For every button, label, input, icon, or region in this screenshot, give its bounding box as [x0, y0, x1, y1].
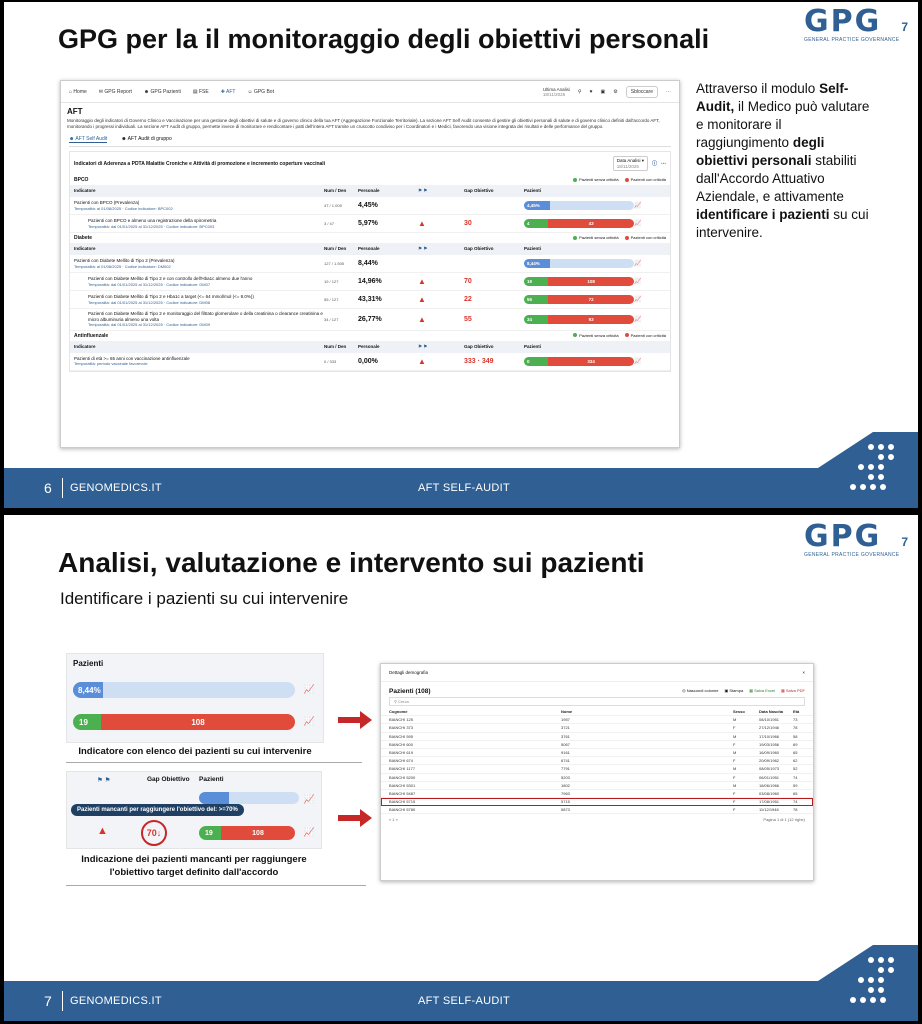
nav-gpg-bot[interactable]: ☺ GPG Bot — [247, 88, 274, 95]
table-body — [381, 716, 813, 814]
slide-6 — [4, 2, 918, 508]
nav-home[interactable]: ⌂ Home — [69, 88, 87, 95]
logo-number: 7 — [901, 20, 908, 34]
table-header: Indicatore Num / Den Personale ⚑ ⚑ Gap Obiettivo Pazienti — [70, 185, 670, 197]
chart-icon[interactable]: 📈 — [634, 279, 642, 285]
search-icon[interactable]: ⚲ — [577, 88, 582, 95]
tab-audit-gruppo[interactable]: ☻ AFT Audit di gruppo — [121, 136, 172, 142]
gpg-logo — [804, 519, 908, 563]
warning-icon: ▲ — [418, 314, 426, 324]
panel-title: Pazienti — [73, 659, 104, 668]
nav-gpg-pazienti[interactable]: ☻ GPG Pazienti — [143, 88, 181, 95]
nav-fse[interactable]: ▤ FSE — [192, 88, 209, 95]
logo-number: 7 — [901, 535, 908, 549]
indicator-row[interactable]: Pazienti con Diabete Mellito di Tipo 2 (Prevalenza) Temporalità: al 01/08/2025 · Codice indicatore: DM002 127 / 1.505 8,44% 8,44% 📈 — [70, 255, 670, 273]
hide-columns-button[interactable]: ◎ Nascondi colonne — [682, 688, 719, 693]
table-row[interactable]: BIANCHI 5301 1802 M 18/06/1966 59 — [381, 782, 813, 790]
chart-icon[interactable]: 📈 — [634, 203, 642, 209]
chart-icon[interactable]: 📈 — [634, 261, 642, 267]
nav-aft[interactable]: ✚ AFT — [220, 88, 236, 95]
nav-gpg-report[interactable]: ✉ GPG Report — [98, 88, 132, 95]
dots-logo-icon — [850, 444, 894, 498]
gap-value[interactable]: 70 ↓ — [141, 820, 167, 846]
chart-icon[interactable]: 📈 — [634, 316, 642, 323]
info-icon[interactable]: ⓘ — [651, 161, 657, 167]
indicator-row[interactable]: Pazienti con Diabete Mellito di Tipo 2 e con controllo dell'Hba1c almeno due l'anno Temporalità: dal 01/01/2025 al 31/12/2025 · Codice indicatore: DM07 19 / 127 14,96% ▲ 70 19 108 📈 — [70, 273, 670, 291]
slide-7 — [4, 515, 918, 1021]
page-number: 6 — [44, 480, 52, 496]
analysis-date-select[interactable]: Data Analisi ▾ 18/11/2025 — [613, 156, 648, 171]
slide-subtitle: Identificare i pazienti su cui intervenire — [60, 589, 349, 608]
logo-subtitle: GENERAL PRACTICE GOVERNANCE — [804, 37, 900, 43]
table-header: Indicatore Num / Den Personale ⚑ ⚑ Gap Obiettivo Pazienti — [70, 243, 670, 255]
indicator-sections — [70, 175, 670, 371]
print-button[interactable]: ▣ Stampa — [724, 688, 744, 693]
prevalence-bar[interactable] — [199, 792, 299, 804]
footer-section: AFT SELF-AUDIT — [418, 995, 511, 1007]
chart-icon[interactable]: 📈 — [634, 297, 642, 303]
table-header: Indicatore Num / Den Personale ⚑ ⚑ Gap Obiettivo Pazienti — [70, 341, 670, 353]
table-header: Cognome Nome Sesso Data Nascita Età — [381, 708, 813, 716]
excel-button[interactable]: ▦ Salva Excel — [749, 688, 775, 693]
unlock-button[interactable]: Sbloccare — [626, 86, 658, 98]
indicator-row[interactable]: Pazienti con BPCO e almeno una registrazione della spirometria Temporalità: dal 01/01/2025 al 31/12/2025 · Codice indicatore: BPC003 3 / 47 5,97% ▲ 30 4 43 📈 — [70, 215, 670, 233]
warning-icon: ▲ — [97, 825, 108, 837]
warning-icon: ▲ — [418, 356, 426, 366]
table-row[interactable]: BIANCHI 600 5067 F 19/03/1956 69 — [381, 741, 813, 749]
gap-panel — [66, 771, 322, 849]
warning-icon: ▲ — [418, 277, 426, 286]
criticality-bar[interactable]: 19 108 — [73, 714, 295, 730]
col-gap: Gap Obiettivo — [147, 776, 190, 783]
chart-icon[interactable]: 📈 — [303, 827, 315, 837]
table-row[interactable]: BIANCHI 674 6741 F 20/09/1962 62 — [381, 757, 813, 765]
indicator-row[interactable]: Pazienti con Diabete Mellito di Tipo 2 e monitoraggio del filtrato glomerulare o della creatinina o clearance creatinina e micro albuminuria almeno una volta Temporalità: dal 01/01/2025 al 31/12/2025 · Codice indicatore: DM09 34 / 127 26,77% ▲ 55 34 93 📈 — [70, 309, 670, 331]
section-header: Antinfluenzale Pazienti senza criticità Pazienti con criticità — [74, 332, 666, 339]
search-input[interactable]: ⚲ Cerca — [389, 697, 805, 706]
chart-icon[interactable]: 📈 — [303, 794, 315, 804]
more-icon[interactable]: ⋯ — [661, 160, 666, 167]
table-row[interactable]: BIANCHI 373 3721 F 27/12/1946 78 — [381, 724, 813, 732]
tab-self-audit[interactable]: ☻ AFT Self Audit — [69, 136, 108, 142]
patients-table-screenshot — [380, 663, 814, 881]
logo-subtitle: GENERAL PRACTICE GOVERNANCE — [804, 552, 900, 558]
slide-footer — [4, 981, 918, 1021]
heart-icon[interactable]: ♥ — [589, 88, 593, 95]
tab-bar — [69, 136, 671, 147]
close-icon[interactable]: × — [802, 670, 805, 675]
table-top-label: Dettagli demografia — [389, 670, 429, 675]
criticality-bar[interactable]: 19 108 — [199, 826, 295, 840]
table-row[interactable]: BIANCHI 619 9161 M 16/09/1960 65 — [381, 749, 813, 757]
table-row[interactable]: BIANCHI 5715 5715 F 17/08/1951 74 — [381, 798, 813, 806]
last-analysis[interactable]: Ultima Analisi 18/11/2025 — [542, 86, 570, 97]
table-row[interactable]: BIANCHI 5780 5873 F 11/12/1946 78 — [381, 806, 813, 814]
warning-icon: ▲ — [418, 219, 426, 228]
warning-icon: ▲ — [418, 295, 426, 304]
section-header: BPCO Pazienti senza criticità Pazienti con criticità — [74, 177, 666, 183]
panel1-caption: Indicatore con elenco dei pazienti su cui intervenire — [78, 746, 312, 757]
card-title: Indicatori di Aderenza a PDTA Malattie Croniche e Attività di promozione e incremento coperture vaccinali — [74, 160, 326, 167]
indicator-row[interactable]: Pazienti con Diabete Mellito di Tipo 2 e Hba1c a target (<= 64 mmol/mol (<= 8.0%)) Temporalità: dal 01/01/2025 al 31/12/2025 · Codice indicatore: DM08 55 / 127 43,31% ▲ 22 55 72 📈 — [70, 291, 670, 309]
logo-text: GPG — [804, 519, 882, 554]
pdf-button[interactable]: ▦ Salva PDF — [780, 688, 805, 693]
indicator-row[interactable]: Pazienti con BPCO (Prevalenza) Temporalità: al 01/08/2025 · Codice indicatore: BPC002 47 / 1.005 4,45% 4,45% 📈 — [70, 197, 670, 215]
table-title: Pazienti (108) — [389, 688, 431, 695]
panel2-caption: Indicazione dei pazienti mancanti per raggiungere l'obiettivo target definito dall'accordo — [81, 854, 307, 878]
indicator-row[interactable]: Pazienti di età >= 65 anni con vaccinazione antinfluenzale Temporalità: periodo vaccinale favorevole 0 / 333 0,00% ▲ 333 · 349 0 334 📈 — [70, 353, 670, 371]
footer-section: AFT SELF-AUDIT — [418, 482, 511, 494]
chart-icon[interactable]: 📈 — [303, 716, 315, 726]
footer-site: GENOMEDICS.IT — [70, 482, 162, 494]
prevalence-bar[interactable]: 8,44% — [73, 682, 295, 698]
arrow-right-icon — [338, 711, 372, 729]
gpg-logo — [804, 4, 908, 48]
aft-screenshot — [60, 80, 680, 448]
chart-icon[interactable]: 📈 — [303, 684, 315, 694]
print-icon[interactable]: ▣ — [600, 88, 606, 95]
app-description: Monitoraggio degli indicatori di Governo Clinico e Vaccinazione per una gestione degli obiettivi di salute e di governo clinico della tua AFT (Aggregazione Funzionale Territoriale). La sezione AFT Self Audit consente di gestire gli obiettivi personali di salute e di governo clinico definiti dall'accordo AFT, monitorando i progressi individuali. La sezione AFT Audit di gruppo, permette invece di monitorare e rendicontare i patti dell'intera AFT tramite un cruscotto condiviso per i Coordinatori e i Medici, favorendo una visione integrata dei risultati e delle performance del gruppo. — [67, 118, 660, 129]
page-info: Pagina 1 di 1 (12 righe) — [763, 817, 805, 823]
arrow-right-icon — [338, 809, 372, 827]
patients-panel — [66, 653, 324, 743]
table-row[interactable]: BIANCHI 595 3761 M 17/10/1966 58 — [381, 733, 813, 741]
slide-footer — [4, 468, 918, 508]
table-row[interactable]: BIANCHI 5200 5203 F 06/01/1951 74 — [381, 774, 813, 782]
section-header: Diabete Pazienti senza criticità Pazienti con criticità — [74, 235, 666, 241]
dots-logo-icon — [850, 957, 894, 1011]
pagination[interactable]: « 1 » — [389, 817, 398, 823]
footer-site: GENOMEDICS.IT — [70, 995, 162, 1007]
logo-text: GPG — [804, 4, 882, 39]
app-title: AFT — [67, 107, 83, 116]
flag-icons: ⚑ ⚑ — [97, 777, 111, 784]
col-pazienti: Pazienti — [199, 776, 224, 783]
chart-icon[interactable]: 📈 — [634, 221, 642, 227]
table-row[interactable]: BIANCHI 125 1957 M 08/10/1951 73 — [381, 716, 813, 724]
gear-icon[interactable]: ⚙ — [613, 88, 618, 95]
page-number: 7 — [44, 993, 52, 1009]
more-icon[interactable]: ⋯ — [666, 88, 671, 95]
gap-tooltip: Pazienti mancanti per raggiungere l'obiettivo del: >=70% — [71, 804, 244, 816]
top-nav — [61, 81, 679, 103]
table-row[interactable]: BIANCHI 1177 7791 M 08/05/1973 52 — [381, 765, 813, 773]
side-description: Attraverso il modulo Self-Audit, il Medico può valutare e monitorare il raggiungimento degli obiettivi personali stabiliti dall'Accordo Attuativo Aziendale, e attivamente identificare i pazienti su cui intervenire. — [696, 81, 870, 240]
slide-title: GPG per la il monitoraggio degli obiettivi personali — [58, 24, 710, 54]
table-row[interactable]: BIANCHI 5487 7963 F 03/08/1960 65 — [381, 790, 813, 798]
chart-icon[interactable]: 📈 — [634, 358, 642, 365]
slide-title: Analisi, valutazione e intervento sui pazienti — [58, 547, 645, 578]
indicators-card — [69, 151, 671, 372]
